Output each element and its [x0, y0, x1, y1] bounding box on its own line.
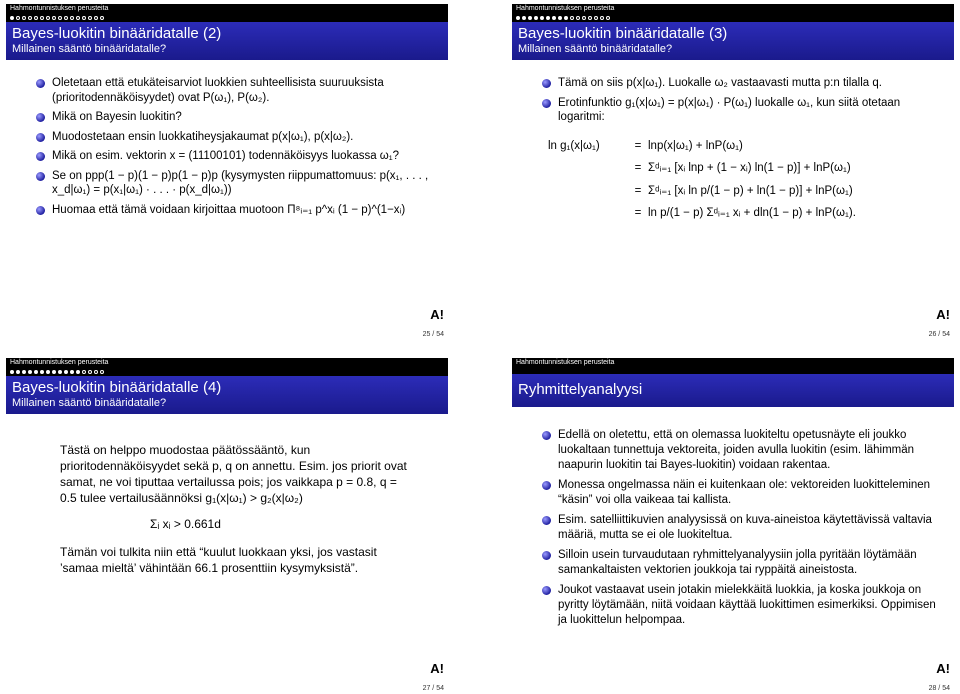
- title-bar: [6, 376, 448, 414]
- bullet-icon: [36, 79, 45, 88]
- slide-header: Hahmontunnistuksen perusteita: [512, 4, 954, 14]
- slide-content: [548, 76, 940, 221]
- navigation-dots[interactable]: [6, 14, 448, 22]
- list-item: Tämä on siis p(x|ω₁). Luokalle ω₂ vastaavasti mutta p:n tilalla q.: [548, 76, 940, 91]
- bullet-icon: [542, 516, 551, 525]
- slide-subtitle: Millainen sääntö binääridatalle?: [12, 397, 167, 409]
- slide-header: Hahmontunnistuksen perusteita: [6, 358, 448, 368]
- aalto-logo: A!: [936, 661, 950, 676]
- aalto-logo: A!: [936, 307, 950, 322]
- slide-26: [512, 4, 954, 340]
- list-item: Huomaa että tämä voidaan kirjoittaa muotoon Π⁸ᵢ₌₁ p^xᵢ (1 − p)^(1−xᵢ): [42, 203, 434, 218]
- bullet-icon: [542, 551, 551, 560]
- equals-sign: =: [634, 162, 642, 174]
- slide-title: Bayes-luokitin binääridatalle (3): [518, 25, 728, 42]
- navigation-dots[interactable]: [512, 14, 954, 22]
- inequality: Σᵢ xᵢ > 0.661d: [150, 517, 221, 531]
- bullet-icon: [542, 79, 551, 88]
- aalto-logo: A!: [430, 307, 444, 322]
- equation-rhs: lnp(x|ω₁) + lnP(ω₁): [648, 139, 743, 152]
- equation-lhs: ln g₁(x|ω₁): [548, 139, 600, 152]
- equation-rhs: ln p/(1 − p) Σᵈᵢ₌₁ xᵢ + dln(1 − p) + lnP(ω₁).: [648, 207, 856, 219]
- bullet-icon: [36, 206, 45, 215]
- list-item: Mikä on esim. vektorin x = (11100101) todennäköisyys luokassa ω₁?: [42, 149, 434, 164]
- paragraph: Tästä on helppo muodostaa päätössääntö, kun prioritodennäköisyydet sekä p, q on annettu. Esim. jos priorit ovat samat, ne voi tiputtaa vertailussa pois; jos vaikkapa p = 0.8, q = 0.5 tulee vertailusäännöksi g₁(x|ω₁) > g₂(x|ω₂): [60, 443, 407, 505]
- slide-subtitle: Millainen sääntö binääridatalle?: [518, 43, 673, 55]
- bullet-icon: [36, 133, 45, 142]
- bullet-icon: [542, 586, 551, 595]
- list-item: Oletetaan että etukäteisarviot luokkien suhteellisista suuruuksista (prioritodennäköisyydet) ovat P(ω₁), P(ω₂).: [42, 76, 434, 105]
- bullet-icon: [36, 113, 45, 122]
- page-number: 25 / 54: [422, 331, 444, 338]
- title-bar: [512, 374, 954, 407]
- list-item: Esim. satelliittikuvien analyysissä on kuva-aineistoa käytettävissä valtavia määriä, mutta se ei ole luokiteltua.: [548, 513, 940, 543]
- paragraph: Tämän voi tulkita niin että “kuulut luokkaan yksi, jos vastasit ’samaa mieltä’ vähintään 66.1 prosenttiin kysymyksistä”.: [60, 545, 377, 575]
- bullet-icon: [542, 481, 551, 490]
- slide-content: [42, 76, 434, 222]
- slide-header: Hahmontunnistuksen perusteita: [512, 358, 954, 368]
- list-item: Edellä on oletettu, että on olemassa luokiteltu opetusnäyte eli joukko luokaltaan tunnettuja vektoreita, joiden avulla luokitin (esim. lähimmän naapurin luokitin tai Bayes-luokitin) voidaan rakentaa.: [548, 428, 940, 473]
- bullet-icon: [36, 152, 45, 161]
- equals-sign: =: [634, 207, 642, 219]
- page-number: 28 / 54: [928, 685, 950, 692]
- bullet-icon: [36, 172, 45, 181]
- list-item: Mikä on Bayesin luokitin?: [42, 110, 434, 125]
- page-number: 27 / 54: [422, 685, 444, 692]
- bullet-icon: [542, 99, 551, 108]
- navigation-dots[interactable]: [6, 368, 448, 376]
- list-item: Silloin usein turvaudutaan ryhmittelyanalyysiin jolla pyritään löytämään samankaltaisten vektorien joukkoja tai ryppäitä aineistosta.: [548, 548, 940, 578]
- slide-content: [548, 428, 940, 633]
- slide-25: [6, 4, 448, 340]
- list-item: Erotinfunktio g₁(x|ω₁) = p(x|ω₁) · P(ω₁) luokalle ω₁, kun siitä otetaan logaritmi:: [548, 96, 940, 125]
- slide-title: Bayes-luokitin binääridatalle (2): [12, 25, 222, 42]
- slide-28: [512, 358, 954, 694]
- equation-rhs: Σᵈᵢ₌₁ [xᵢ lnp + (1 − xᵢ) ln(1 − p)] + lnP(ω₁): [648, 162, 851, 174]
- slide-27: [6, 358, 448, 694]
- bullet-icon: [542, 431, 551, 440]
- slide-title: Ryhmittelyanalyysi: [518, 381, 643, 398]
- title-bar: [512, 22, 954, 60]
- equals-sign: =: [634, 184, 642, 197]
- list-item: Se on ppp(1 − p)(1 − p)p(1 − p)p (kysymysten riippumattomuus: p(x₁, . . . , x_d|ω₁) = p(x₁|ω₁) · . . . · p(x_d|ω₁)): [42, 169, 434, 198]
- title-bar: [6, 22, 448, 60]
- slide-title: Bayes-luokitin binääridatalle (4): [12, 379, 222, 396]
- list-item: Joukot vastaavat usein jotakin mielekkäitä luokkia, ja koska joukkoja on pyritty löytämään, niitä voidaan käyttää luokittimen esimerkiksi. Oppimisen ja luokittelun helpompaa.: [548, 583, 940, 628]
- equation-rhs: Σᵈᵢ₌₁ [xᵢ ln p/(1 − p) + ln(1 − p)] + lnP(ω₁): [648, 184, 853, 197]
- equation-block: [548, 139, 940, 221]
- slide-subtitle: Millainen sääntö binääridatalle?: [12, 43, 167, 55]
- equals-sign: =: [634, 139, 642, 152]
- list-item: Monessa ongelmassa näin ei kuitenkaan ole: vektoreiden luokitteleminen “käsin” voi olla vaikeaa tai kallista.: [548, 478, 940, 508]
- slide-header: Hahmontunnistuksen perusteita: [6, 4, 448, 14]
- list-item: Muodostetaan ensin luokkatiheysjakaumat p(x|ω₁), p(x|ω₂).: [42, 130, 434, 145]
- page-number: 26 / 54: [928, 331, 950, 338]
- slide-content: [60, 442, 408, 586]
- aalto-logo: A!: [430, 661, 444, 676]
